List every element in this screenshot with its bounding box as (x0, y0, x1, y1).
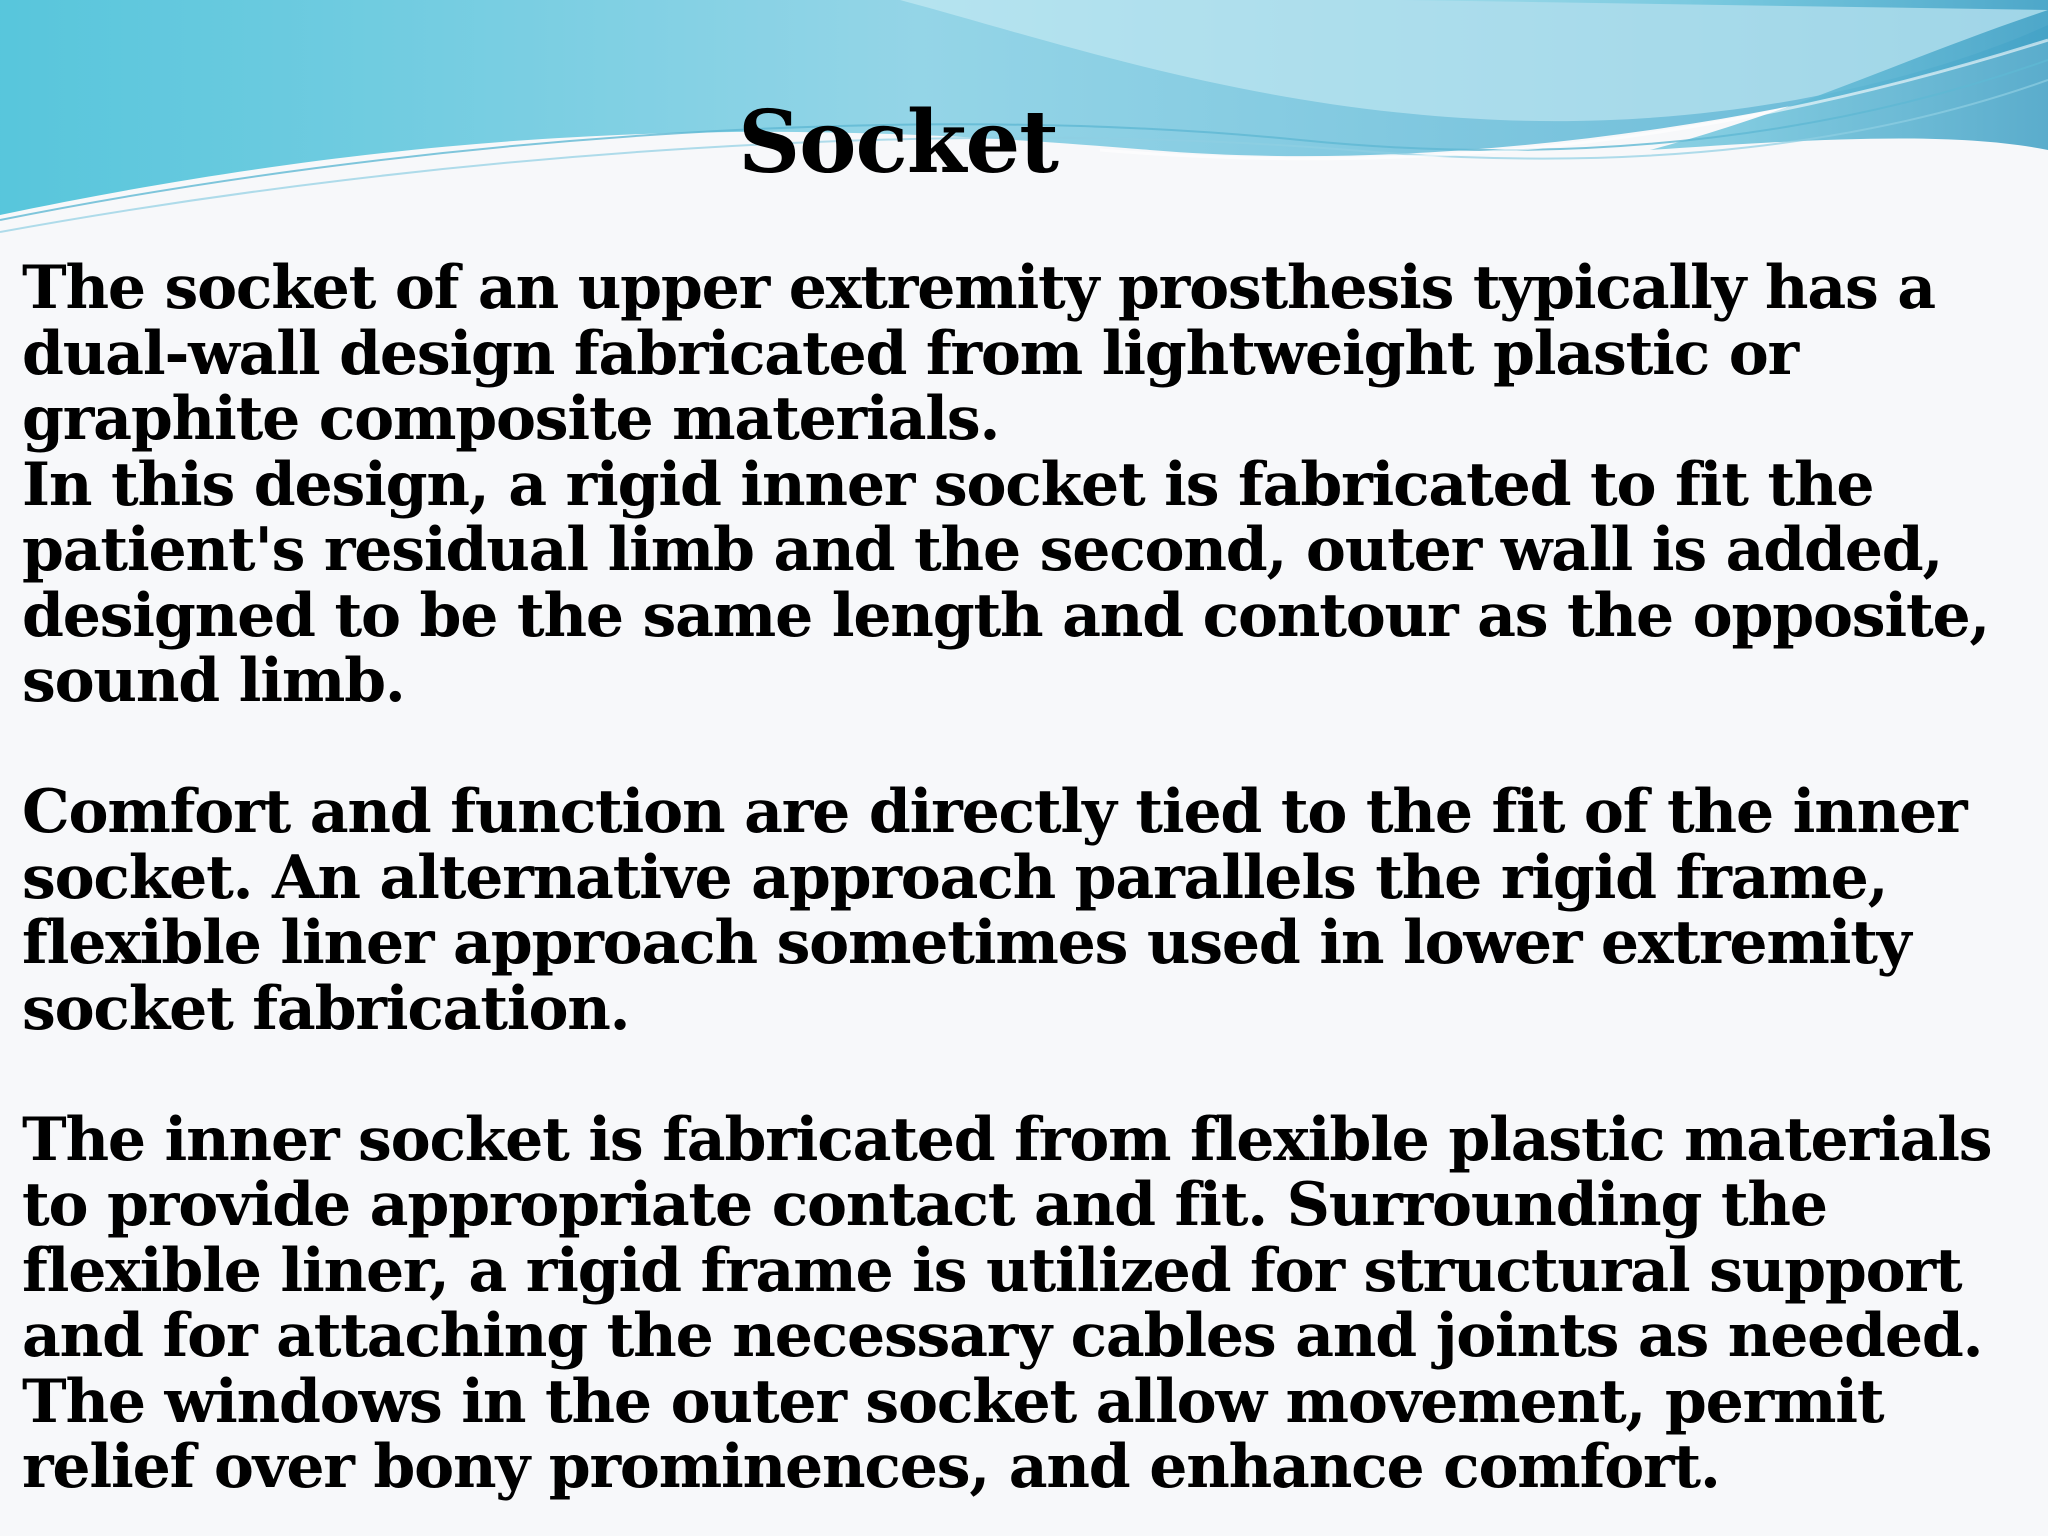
paragraph-spacer (22, 715, 2032, 781)
paragraph-spacer (22, 1042, 2032, 1108)
slide-body (22, 253, 2032, 1502)
paragraph: In this design, a rigid inner socket is fabricated to fit the patient's residual limb and the second, outer wall is added, designed to be the same length and contour as the opposite, sound limb. (22, 449, 1990, 716)
paragraph: The socket of an upper extremity prosthesis typically has a dual-wall design fabricated from lightweight plastic or graphite composite materials. (22, 253, 1935, 454)
slide-title: Socket (738, 92, 1058, 193)
paragraph: The inner socket is fabricated from flexible plastic materials to provide appropriate contact and fit. Surrounding the flexible liner, a rigid frame is utilized for structural support and for attaching the necessary cables and joints as needed. The windows in the outer socket allow movement, permit relief over bony prominences, and enhance comfort. (22, 1104, 1992, 1502)
paragraph: Comfort and function are directly tied to the fit of the inner socket. An alternative approach parallels the rigid frame, flexible liner approach sometimes used in lower extremity socket fabrication. (22, 777, 1967, 1044)
